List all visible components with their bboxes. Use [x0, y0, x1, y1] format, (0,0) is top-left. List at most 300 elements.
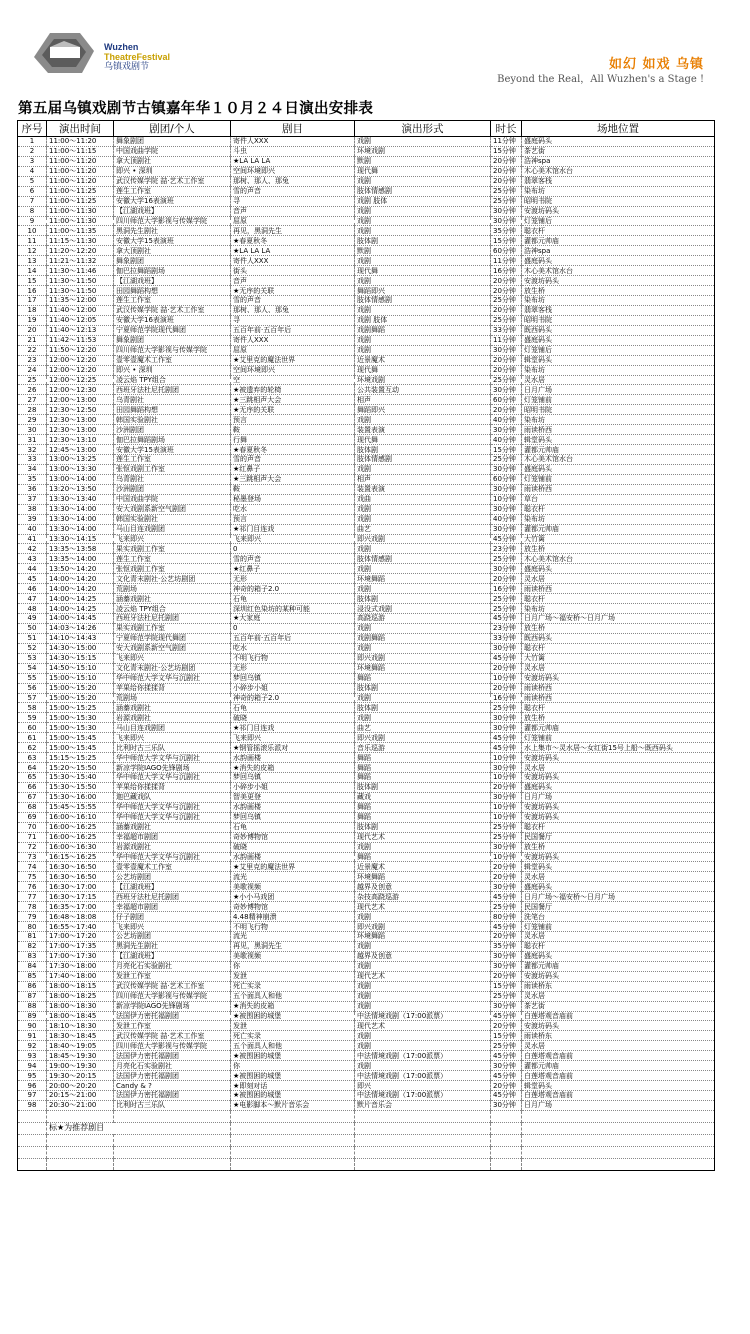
cell-venue: 聪衣杆	[522, 822, 715, 832]
cell-duration: 15分钟	[491, 146, 522, 156]
table-row	[18, 733, 715, 743]
cell-venue: 灵水居	[522, 991, 715, 1001]
cell-format: 戏剧	[355, 584, 491, 594]
cell-program: 发泄	[231, 1021, 355, 1031]
cell-format: 戏曲	[355, 494, 491, 504]
table-row	[18, 892, 715, 902]
table-row	[18, 773, 715, 783]
table-row	[18, 305, 715, 315]
cell-time: 11:00～11:30	[47, 206, 114, 216]
cell-venue: 聪衣杆	[522, 941, 715, 951]
cell-time: 14:00～14:45	[47, 614, 114, 624]
cell-troupe: 武汉传媒学院 喆·艺术工作室	[114, 305, 231, 315]
schedule-table	[17, 120, 715, 1171]
cell-time: 11:00～11:15	[47, 146, 114, 156]
cell-troupe: 法国伊力密托福剧团	[114, 1071, 231, 1081]
cell-index: 60	[18, 723, 47, 733]
table-row	[18, 176, 715, 186]
cell-time: 15:15～15:25	[47, 753, 114, 763]
cell-format: 戏剧	[355, 643, 491, 653]
cell-duration: 45分钟	[491, 1011, 522, 1021]
cell-format: 戏剧	[355, 305, 491, 315]
cell-duration: 35分钟	[491, 226, 522, 236]
cell-index: 38	[18, 504, 47, 514]
cell-venue: 盛庭码头	[522, 882, 715, 892]
cell-duration: 30分钟	[491, 504, 522, 514]
cell-time: 13:20～13:50	[47, 484, 114, 494]
cell-index: 57	[18, 693, 47, 703]
cell-troupe: 中国戏曲学院	[114, 146, 231, 156]
cell-time: 16:30～16:50	[47, 872, 114, 882]
cell-index: 12	[18, 246, 47, 256]
cell-program: 石龟	[231, 703, 355, 713]
cell-troupe: 西班牙法杜尼托剧团	[114, 385, 231, 395]
blank-cell	[355, 1146, 491, 1158]
cell-duration: 33分钟	[491, 325, 522, 335]
cell-troupe: 公艺坊剧团	[114, 932, 231, 942]
cell-duration: 20分钟	[491, 276, 522, 286]
cell-index: 25	[18, 375, 47, 385]
cell-duration: 10分钟	[491, 494, 522, 504]
cell-program: 梦回乌镇	[231, 673, 355, 683]
cell-venue: 灵水居	[522, 872, 715, 882]
cell-index: 21	[18, 335, 47, 345]
table-row	[18, 494, 715, 504]
cell-format: 环境舞蹈	[355, 574, 491, 584]
cell-troupe: 岩源戏剧社	[114, 713, 231, 723]
cell-troupe: 月亮化石实验剧社	[114, 961, 231, 971]
cell-format: 肢体剧	[355, 445, 491, 455]
cell-index: 69	[18, 812, 47, 822]
cell-program: ★祁门目连戏	[231, 524, 355, 534]
cell-format: 戏剧 肢体	[355, 315, 491, 325]
cell-venue: 白莲塔观音庙前	[522, 1011, 715, 1021]
cell-time: 14:30～15:00	[47, 643, 114, 653]
cell-time: 13:30～14:00	[47, 504, 114, 514]
cell-troupe: 华中师范大学文华与沉剧社	[114, 773, 231, 783]
cell-duration: 60分钟	[491, 474, 522, 484]
cell-index: 90	[18, 1021, 47, 1031]
cell-format: 肢体情感剧	[355, 554, 491, 564]
cell-program: ★艾里克的魔法世界	[231, 862, 355, 872]
table-row	[18, 455, 715, 465]
cell-format: 肢体剧	[355, 683, 491, 693]
cell-duration: 20分钟	[491, 365, 522, 375]
cell-troupe: 荒剧场	[114, 693, 231, 703]
cell-index: 66	[18, 782, 47, 792]
cell-venue: 盛庭码头	[522, 782, 715, 792]
cell-venue: 日月广场～福安桥～日月广场	[522, 614, 715, 624]
cell-format: 近景魔术	[355, 862, 491, 872]
table-row	[18, 763, 715, 773]
cell-venue: 放生桥	[522, 623, 715, 633]
blank-cell	[18, 1134, 47, 1146]
table-row	[18, 137, 715, 147]
col-header-index: 序号	[18, 121, 47, 137]
blank-cell	[491, 1146, 522, 1158]
cell-program: 不明飞行物	[231, 653, 355, 663]
cell-format: 戏剧	[355, 256, 491, 266]
blank-cell	[18, 1146, 47, 1158]
table-row	[18, 196, 715, 206]
cell-time: 11:00～11:25	[47, 186, 114, 196]
cell-venue: 灌都元帅庙	[522, 445, 715, 455]
table-row	[18, 325, 715, 335]
cell-duration: 30分钟	[491, 464, 522, 474]
cell-program: 寄件人XXX	[231, 137, 355, 147]
cell-troupe: 沙洲剧团	[114, 484, 231, 494]
cell-venue: 灯笼铺前	[522, 733, 715, 743]
cell-time: 18:10～18:30	[47, 1021, 114, 1031]
cell-venue: 雨读桥西	[522, 693, 715, 703]
header	[0, 0, 750, 95]
cell-venue: 灌都元帅庙	[522, 1061, 715, 1071]
cell-format: 音乐巡游	[355, 743, 491, 753]
cell-troupe: 黑洞先生剧社	[114, 941, 231, 951]
cell-venue: 辑堂码头	[522, 1081, 715, 1091]
cell-troupe: 田园舞蹈构想	[114, 286, 231, 296]
cell-program: 那树、那人、那兔	[231, 305, 355, 315]
cell-index: 42	[18, 544, 47, 554]
cell-format: 戏剧	[355, 464, 491, 474]
table-row	[18, 1021, 715, 1031]
cell-duration: 45分钟	[491, 1091, 522, 1101]
cell-format: 杂技高跷巡游	[355, 892, 491, 902]
cell-format: 舞蹈	[355, 812, 491, 822]
cell-format: 戏剧	[355, 226, 491, 236]
table-row	[18, 514, 715, 524]
cell-format: 舞蹈	[355, 763, 491, 773]
table-row	[18, 484, 715, 494]
cell-venue: 灯笼铺前	[522, 474, 715, 484]
table-row	[18, 623, 715, 633]
cell-time: 16:30～17:00	[47, 882, 114, 892]
cell-format: 默剧	[355, 156, 491, 166]
cell-format: 环境舞蹈	[355, 872, 491, 882]
cell-format: 环境戏剧	[355, 375, 491, 385]
cell-venue: 灯笼铺前	[522, 395, 715, 405]
cell-format: 装置表演	[355, 425, 491, 435]
cell-time: 13:00～14:00	[47, 474, 114, 484]
cell-duration: 15分钟	[491, 236, 522, 246]
table-row	[18, 932, 715, 942]
cell-duration: 25分钟	[491, 1041, 522, 1051]
cell-format: 戏剧	[355, 693, 491, 703]
cell-time: 15:30～15:40	[47, 773, 114, 783]
cell-index: 77	[18, 892, 47, 902]
cell-program: ★三跳相声大会	[231, 474, 355, 484]
cell-troupe: 发泄工作室	[114, 1021, 231, 1031]
cell-index: 89	[18, 1011, 47, 1021]
cell-time: 13:00～13:25	[47, 455, 114, 465]
cell-troupe: 莲生工作室	[114, 186, 231, 196]
blank-cell	[491, 1110, 522, 1122]
cell-troupe: 幸福超市剧团	[114, 832, 231, 842]
blank-cell	[491, 1158, 522, 1170]
cell-time: 15:30～16:00	[47, 792, 114, 802]
cell-program: 水韵画楼	[231, 852, 355, 862]
cell-venue: 放生桥	[522, 842, 715, 852]
cell-time: 13:00～13:30	[47, 464, 114, 474]
cell-format: 环境舞蹈	[355, 932, 491, 942]
cell-venue: 放生桥	[522, 713, 715, 723]
cell-duration: 15分钟	[491, 981, 522, 991]
cell-time: 11:40～12:13	[47, 325, 114, 335]
cell-venue: 灌都元帅庙	[522, 723, 715, 733]
cell-format: 戏剧	[355, 544, 491, 554]
cell-index: 29	[18, 415, 47, 425]
cell-duration: 11分钟	[491, 335, 522, 345]
slogan	[497, 57, 704, 87]
cell-venue: 昭明书院	[522, 405, 715, 415]
cell-program: 吃水	[231, 643, 355, 653]
table-row	[18, 524, 715, 534]
cell-index: 81	[18, 932, 47, 942]
table-row	[18, 1081, 715, 1091]
cell-format: 公共装置互动	[355, 385, 491, 395]
cell-program: ★春夏秋冬	[231, 236, 355, 246]
cell-troupe: 【江湖戏班】	[114, 276, 231, 286]
cell-duration: 23分钟	[491, 623, 522, 633]
cell-troupe: 飞来即兴	[114, 653, 231, 663]
cell-time: 11:00～11:25	[47, 196, 114, 206]
cell-venue: 木心美术馆水台	[522, 166, 715, 176]
cell-time: 11:50～12:20	[47, 345, 114, 355]
cell-venue: 洗笔台	[522, 912, 715, 922]
cell-time: 13:30～14:00	[47, 524, 114, 534]
cell-duration: 16分钟	[491, 584, 522, 594]
cell-index: 3	[18, 156, 47, 166]
cell-format: 戏剧	[355, 415, 491, 425]
cell-venue: 盛庭码头	[522, 137, 715, 147]
logo-line-festival: TheatreFestival	[104, 52, 171, 62]
table-row	[18, 355, 715, 365]
cell-duration: 33分钟	[491, 633, 522, 643]
cell-troupe: 涵蓁戏剧社	[114, 594, 231, 604]
cell-program: 美歌视频	[231, 951, 355, 961]
cell-program: 再见，黑洞先生	[231, 941, 355, 951]
cell-index: 11	[18, 236, 47, 246]
cell-index: 55	[18, 673, 47, 683]
table-row	[18, 991, 715, 1001]
table-row	[18, 474, 715, 484]
blank-cell	[18, 1110, 47, 1122]
cell-format: 现代舞	[355, 266, 491, 276]
cell-index: 80	[18, 922, 47, 932]
table-row	[18, 216, 715, 226]
cell-format: 现代艺术	[355, 832, 491, 842]
table-row	[18, 554, 715, 564]
cell-troupe: 月亮化石实验剧社	[114, 1061, 231, 1071]
table-row	[18, 832, 715, 842]
cell-program: 五个面具人和他	[231, 991, 355, 1001]
cell-program: 雪的声音	[231, 186, 355, 196]
cell-format: 中法情境戏剧（17:00派票）	[355, 1071, 491, 1081]
cell-program: 流光	[231, 932, 355, 942]
cell-time: 14:00～14:20	[47, 574, 114, 584]
cell-troupe: 拿大顶剧社	[114, 156, 231, 166]
cell-format: 戏剧	[355, 276, 491, 286]
cell-duration: 25分钟	[491, 902, 522, 912]
blank-cell	[114, 1134, 231, 1146]
cell-time: 15:30～15:50	[47, 782, 114, 792]
cell-venue: 民国餐厅	[522, 902, 715, 912]
cell-duration: 45分钟	[491, 653, 522, 663]
table-row	[18, 464, 715, 474]
cell-troupe: 安徽大学15表演班	[114, 236, 231, 246]
cell-index: 73	[18, 852, 47, 862]
cell-index: 44	[18, 564, 47, 574]
cell-venue: 翡翠客栈	[522, 176, 715, 186]
slogan-en: Beyond the Real，All Wuzhen's a Stage !	[497, 74, 704, 85]
table-row	[18, 564, 715, 574]
cell-program: 水韵画楼	[231, 802, 355, 812]
cell-troupe: 荒剧场	[114, 584, 231, 594]
cell-troupe: 四川师范大学影视与传媒学院	[114, 1041, 231, 1051]
cell-time: 20:00～20:20	[47, 1081, 114, 1091]
cell-time: 11:15～11:30	[47, 236, 114, 246]
cell-format: 舞蹈	[355, 673, 491, 683]
table-row	[18, 862, 715, 872]
cell-duration: 40分钟	[491, 514, 522, 524]
cell-format: 戏剧	[355, 912, 491, 922]
cell-venue: 辑堂码头	[522, 862, 715, 872]
cell-duration: 10分钟	[491, 802, 522, 812]
cell-venue: 盛庭码头	[522, 256, 715, 266]
table-row	[18, 335, 715, 345]
cell-venue: 灌都元帅庙	[522, 961, 715, 971]
blank-cell	[114, 1110, 231, 1122]
table-row	[18, 812, 715, 822]
cell-troupe: 莲生工作室	[114, 455, 231, 465]
cell-duration: 60分钟	[491, 395, 522, 405]
cell-troupe: 韩国实验剧社	[114, 415, 231, 425]
cell-program: 预言	[231, 514, 355, 524]
cell-troupe: 安徽大学15表演班	[114, 445, 231, 455]
cell-program: 不明飞行物	[231, 922, 355, 932]
cell-program: 你	[231, 1061, 355, 1071]
cell-duration: 30分钟	[491, 882, 522, 892]
cell-index: 65	[18, 773, 47, 783]
cell-program: 你	[231, 961, 355, 971]
cell-troupe: 即兴 • 深圳	[114, 166, 231, 176]
cell-program: 吃水	[231, 504, 355, 514]
cell-duration: 25分钟	[491, 991, 522, 1001]
cell-program: 4.48精神崩溃	[231, 912, 355, 922]
table-row	[18, 1001, 715, 1011]
col-header-troupe: 剧团/个人	[114, 121, 231, 137]
cell-index: 50	[18, 623, 47, 633]
cell-duration: 30分钟	[491, 961, 522, 971]
cell-index: 27	[18, 395, 47, 405]
blank-cell	[522, 1158, 715, 1170]
cell-index: 8	[18, 206, 47, 216]
cell-format: 肢体情感剧	[355, 186, 491, 196]
cell-venue: 染布坊	[522, 186, 715, 196]
cell-time: 11:40～12:00	[47, 305, 114, 315]
blank-cell	[355, 1134, 491, 1146]
cell-format: 戏剧	[355, 137, 491, 147]
cell-index: 48	[18, 604, 47, 614]
cell-troupe: Candy & ?	[114, 1081, 231, 1091]
cell-duration: 20分钟	[491, 286, 522, 296]
cell-duration: 30分钟	[491, 763, 522, 773]
cell-troupe: 宁夏师范学院现代舞团	[114, 325, 231, 335]
blank-cell	[231, 1158, 355, 1170]
cell-troupe: 幸福超市剧团	[114, 902, 231, 912]
cell-duration: 25分钟	[491, 196, 522, 206]
cell-program: 雪的声音	[231, 455, 355, 465]
note-row	[18, 1122, 715, 1134]
cell-format: 戏剧	[355, 345, 491, 355]
cell-index: 35	[18, 474, 47, 484]
cell-troupe: 岩源戏剧社	[114, 842, 231, 852]
cell-program: 寄件人XXX	[231, 256, 355, 266]
cell-time: 15:00～15:45	[47, 743, 114, 753]
cell-format: 相声	[355, 474, 491, 484]
cell-index: 52	[18, 643, 47, 653]
cell-program: 飞来即兴	[231, 534, 355, 544]
cell-program: 破晓	[231, 713, 355, 723]
cell-duration: 45分钟	[491, 743, 522, 753]
cell-format: 肢体情感剧	[355, 455, 491, 465]
cell-format: 戏剧	[355, 564, 491, 574]
blank-cell	[114, 1158, 231, 1170]
cell-index: 62	[18, 743, 47, 753]
table-row	[18, 782, 715, 792]
cell-time: 19:00～19:30	[47, 1061, 114, 1071]
cell-troupe: 比利时古三乐队	[114, 743, 231, 753]
cell-venue: 盛庭码头	[522, 951, 715, 961]
cell-time: 15:00～15:30	[47, 713, 114, 723]
cell-troupe: 华中师范大学文华与沉剧社	[114, 852, 231, 862]
table-row	[18, 902, 715, 912]
cell-time: 17:00～17:35	[47, 941, 114, 951]
table-row	[18, 614, 715, 624]
cell-venue: 灵水居	[522, 574, 715, 584]
cell-time: 13:35～13:58	[47, 544, 114, 554]
cell-venue: 茶艺街	[522, 146, 715, 156]
table-row	[18, 435, 715, 445]
cell-venue: 染布坊	[522, 514, 715, 524]
blank-cell	[522, 1122, 715, 1134]
cell-time: 12:00～12:20	[47, 355, 114, 365]
cell-time: 12:30～13:10	[47, 435, 114, 445]
cell-venue: 日月广场	[522, 792, 715, 802]
table-row	[18, 296, 715, 306]
table-row	[18, 166, 715, 176]
cell-format: 相声	[355, 395, 491, 405]
cell-program: 行舞	[231, 435, 355, 445]
cell-format: 现代舞	[355, 435, 491, 445]
table-row	[18, 1091, 715, 1101]
cell-index: 94	[18, 1061, 47, 1071]
cell-venue: 聪衣杆	[522, 594, 715, 604]
cell-format: 即兴戏剧	[355, 534, 491, 544]
cell-venue: 安渡坊码头	[522, 852, 715, 862]
cell-index: 2	[18, 146, 47, 156]
cell-index: 51	[18, 633, 47, 643]
cell-troupe: 法国伊力密托福剧团	[114, 1051, 231, 1061]
table-row	[18, 912, 715, 922]
table-row	[18, 146, 715, 156]
table-row	[18, 405, 715, 415]
cell-time: 13:50～14:20	[47, 564, 114, 574]
cell-troupe: 田园舞蹈构想	[114, 405, 231, 415]
cell-venue: 辑堂码头	[522, 355, 715, 365]
cell-format: 舞蹈	[355, 802, 491, 812]
cell-time: 14:10～14:43	[47, 633, 114, 643]
